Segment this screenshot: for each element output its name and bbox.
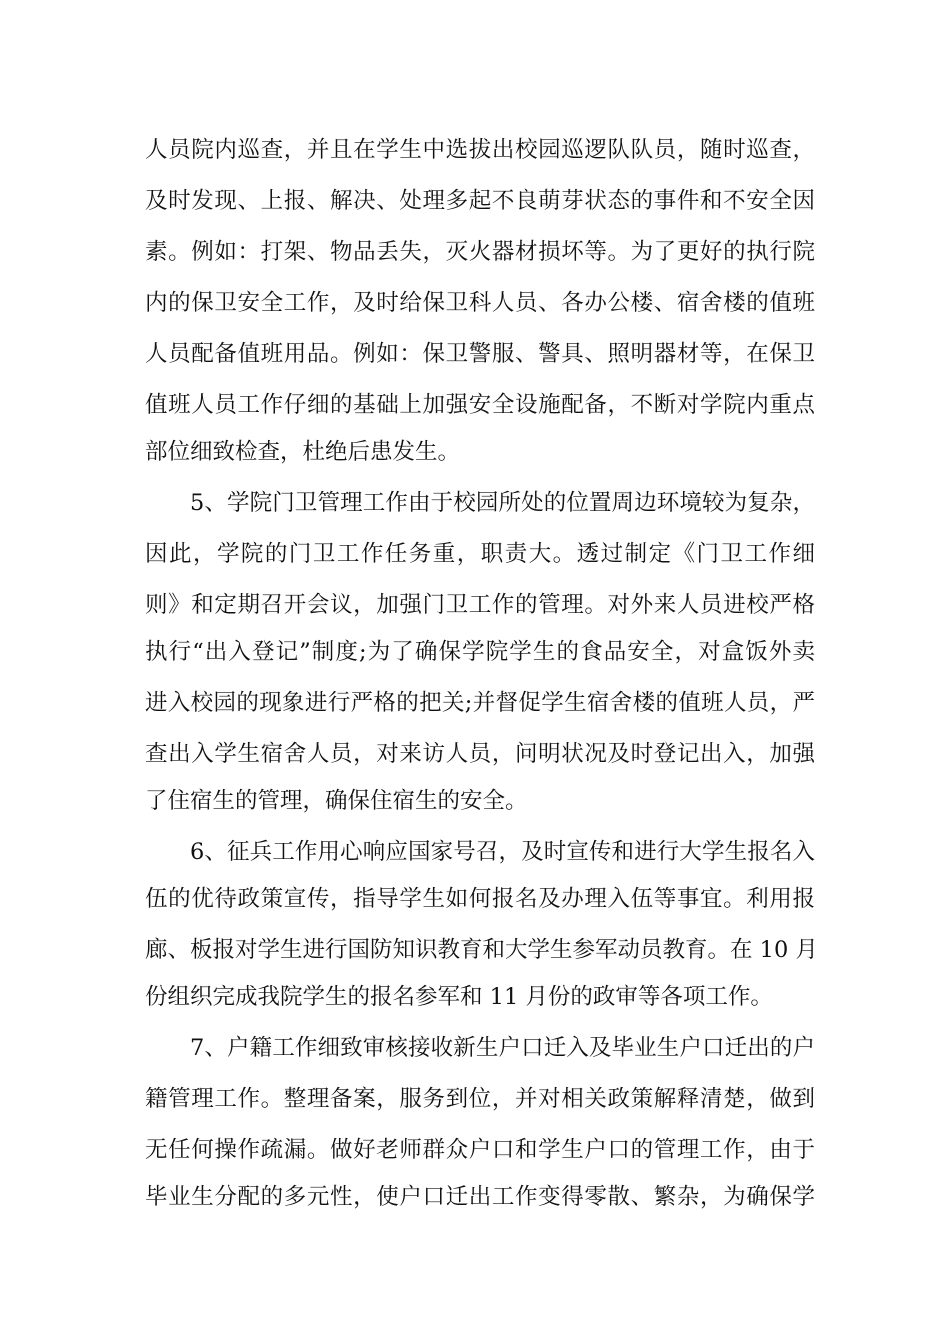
text-line-16: 伍的优待政策宣传，指导学生如何报名及办理入伍等事宜。利用报: [145, 886, 815, 912]
text-line-10: 则》和定期召开会议，加强门卫工作的管理。对外来人员进校严格: [145, 592, 815, 618]
text-line-11: 执行“出入登记”制度;为了确保学院学生的食品安全，对盒饭外卖: [145, 639, 815, 665]
text-line-20: 籍管理工作。整理备案，服务到位，并对相关政策解释清楚，做到: [145, 1086, 815, 1112]
text-line-18: 份组织完成我院学生的报名参军和 11 月份的政审等各项工作。: [145, 984, 773, 1010]
text-line-13: 查出入学生宿舍人员，对来访人员，问明状况及时登记出入，加强: [145, 741, 815, 767]
paragraph-5-first-line: 5、学院门卫管理工作由于校园所处的位置周边环境较为复杂，: [190, 490, 815, 516]
text-line-3: 素。例如：打架、物品丢失，灭火器材损坏等。为了更好的执行院: [145, 239, 815, 265]
text-line-4: 内的保卫安全工作，及时给保卫科人员、各办公楼、宿舍楼的值班: [145, 290, 815, 316]
text-line-14: 了住宿生的管理，确保住宿生的安全。: [145, 788, 528, 814]
text-line-6: 值班人员工作仔细的基础上加强安全设施配备，不断对学院内重点: [145, 392, 815, 418]
text-line-21: 无任何操作疏漏。做好老师群众户口和学生户口的管理工作，由于: [145, 1137, 815, 1163]
paragraph-6-first-line: 6、征兵工作用心响应国家号召，及时宣传和进行大学生报名入: [190, 839, 815, 865]
text-line-2: 及时发现、上报、解决、处理多起不良萌芽状态的事件和不安全因: [145, 188, 815, 214]
text-line-7: 部位细致检查，杜绝后患发生。: [145, 439, 461, 465]
text-line-22: 毕业生分配的多元性，使户口迁出工作变得零散、繁杂，为确保学: [145, 1184, 815, 1210]
text-line-9: 因此，学院的门卫工作任务重，职责大。透过制定《门卫工作细: [145, 541, 815, 567]
text-line-5: 人员配备值班用品。例如：保卫警服、警具、照明器材等，在保卫: [145, 341, 815, 367]
text-line-17: 廊、板报对学生进行国防知识教育和大学生参军动员教育。在 10 月: [145, 937, 818, 963]
text-line-1: 人员院内巡查，并且在学生中选拔出校园巡逻队队员，随时巡查，: [145, 137, 815, 163]
paragraph-7-first-line: 7、户籍工作细致审核接收新生户口迁入及毕业生户口迁出的户: [190, 1035, 815, 1061]
text-line-12: 进入校园的现象进行严格的把关;并督促学生宿舍楼的值班人员，严: [145, 690, 815, 716]
